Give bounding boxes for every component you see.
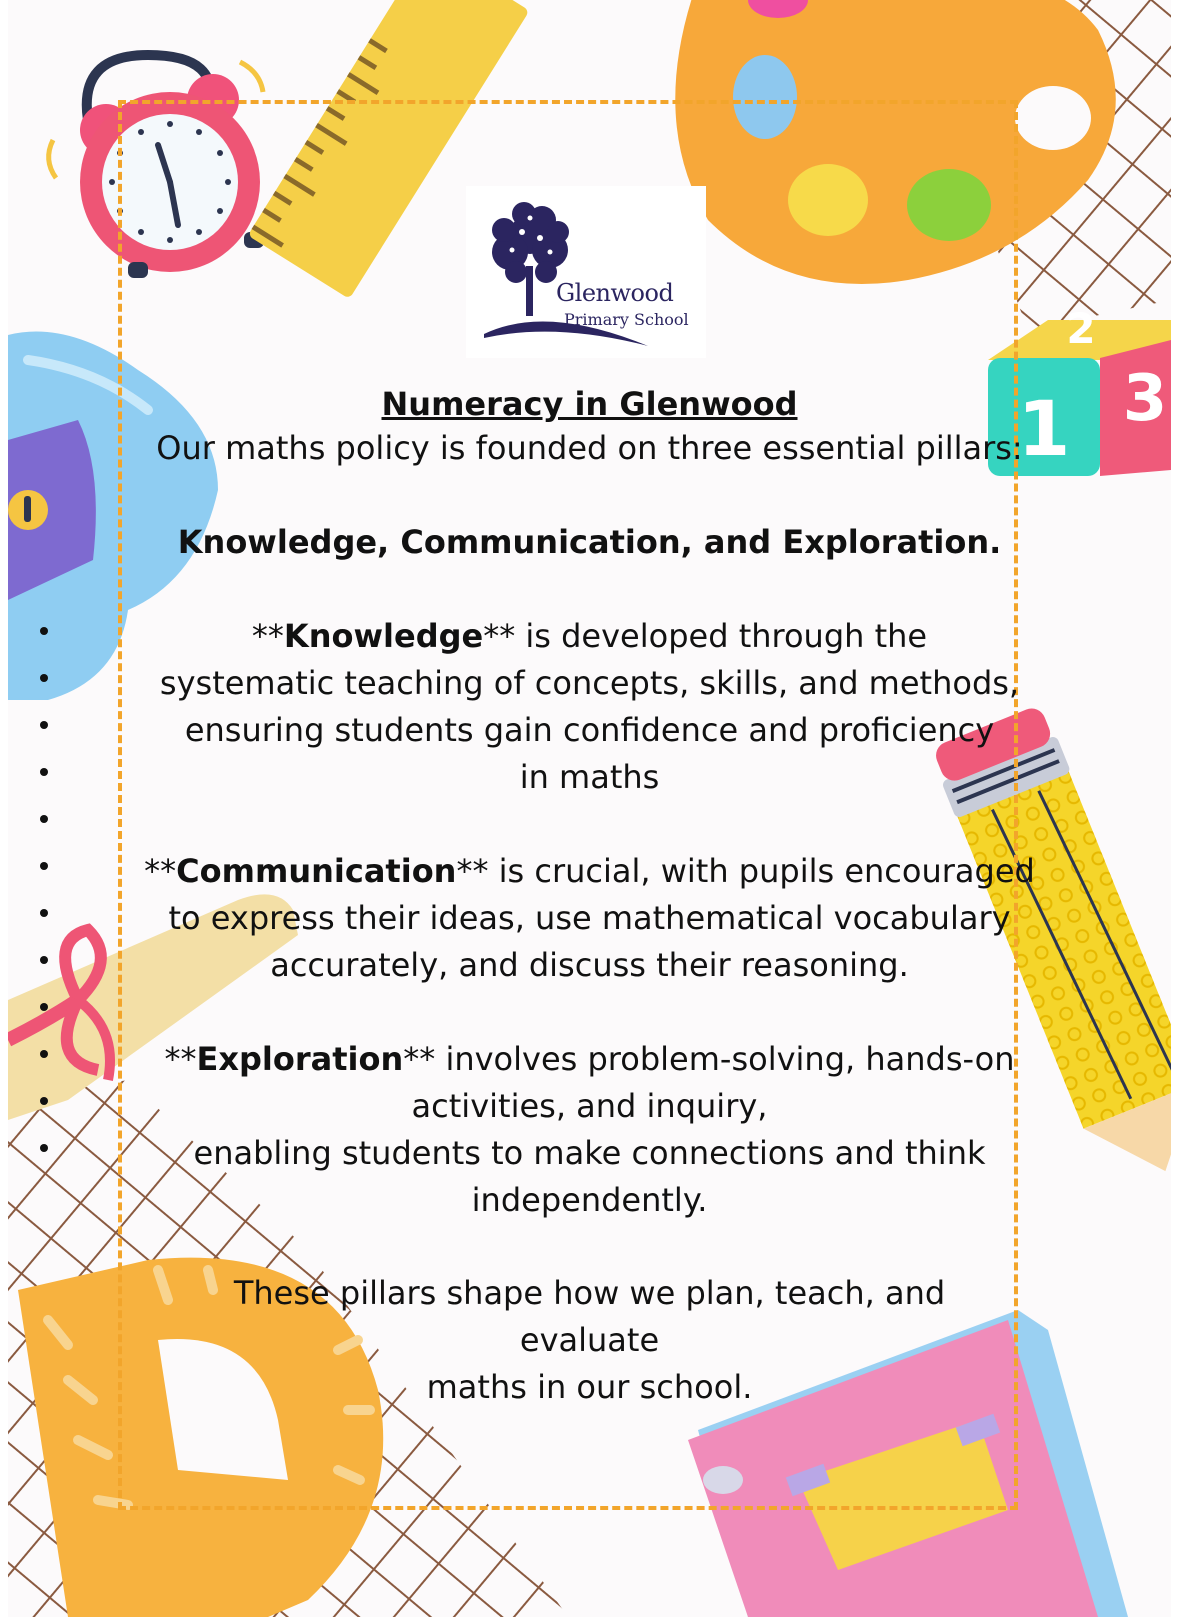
exploration-line-4: independently.: [471, 1181, 708, 1219]
exploration-line-1: [8, 1039, 1171, 1079]
logo-school-name: Glenwood: [556, 279, 674, 307]
exploration-line-3: enabling students to make connections and think: [193, 1134, 986, 1172]
knowledge-line-1: [8, 616, 1171, 656]
bullet-marker: [40, 1003, 48, 1011]
closing-line-2: evaluate: [519, 1321, 660, 1359]
knowledge-line-2: systematic teaching of concepts, skills, and methods,: [159, 664, 1020, 702]
communication-line-1: [8, 851, 1171, 891]
communication-suffix: ** is crucial, with pupils encouraged: [456, 852, 1035, 890]
cube-number-1: 1: [1017, 384, 1071, 473]
knowledge-line-4: in maths: [519, 758, 660, 796]
exploration-term: Exploration: [196, 1040, 404, 1078]
communication-term: Communication: [176, 852, 457, 890]
knowledge-suffix: ** is developed through the: [483, 617, 928, 655]
pillars-heading: Knowledge, Communication, and Exploration.: [177, 523, 1002, 561]
communication-line-3: accurately, and discuss their reasoning.: [270, 946, 909, 984]
exploration-prefix: **: [164, 1040, 197, 1078]
closing-line-1: These pillars shape how we plan, teach, and: [233, 1274, 946, 1312]
intro-text: Our maths policy is founded on three essential pillars:: [156, 429, 1023, 467]
bullet-marker: [40, 815, 48, 823]
knowledge-prefix: **: [251, 617, 284, 655]
knowledge-line-3: ensuring students gain confidence and proficiency: [184, 711, 995, 749]
poster: [8, 0, 1171, 1617]
knowledge-term: Knowledge: [283, 617, 484, 655]
cube-number-2: 2: [1066, 304, 1096, 353]
logo-school-subtitle: Primary School: [564, 310, 689, 329]
communication-prefix: **: [144, 852, 177, 890]
page-title: Numeracy in Glenwood: [381, 385, 798, 423]
school-logo: [466, 186, 706, 358]
exploration-suffix: ** involves problem-solving, hands-on: [403, 1040, 1015, 1078]
communication-line-2: to express their ideas, use mathematical vocabulary: [168, 899, 1011, 937]
closing-line-3: maths in our school.: [426, 1368, 753, 1406]
exploration-line-2: activities, and inquiry,: [411, 1087, 768, 1125]
cube-number-3: 3: [1122, 362, 1168, 436]
tree-logo-icon: [466, 186, 706, 358]
